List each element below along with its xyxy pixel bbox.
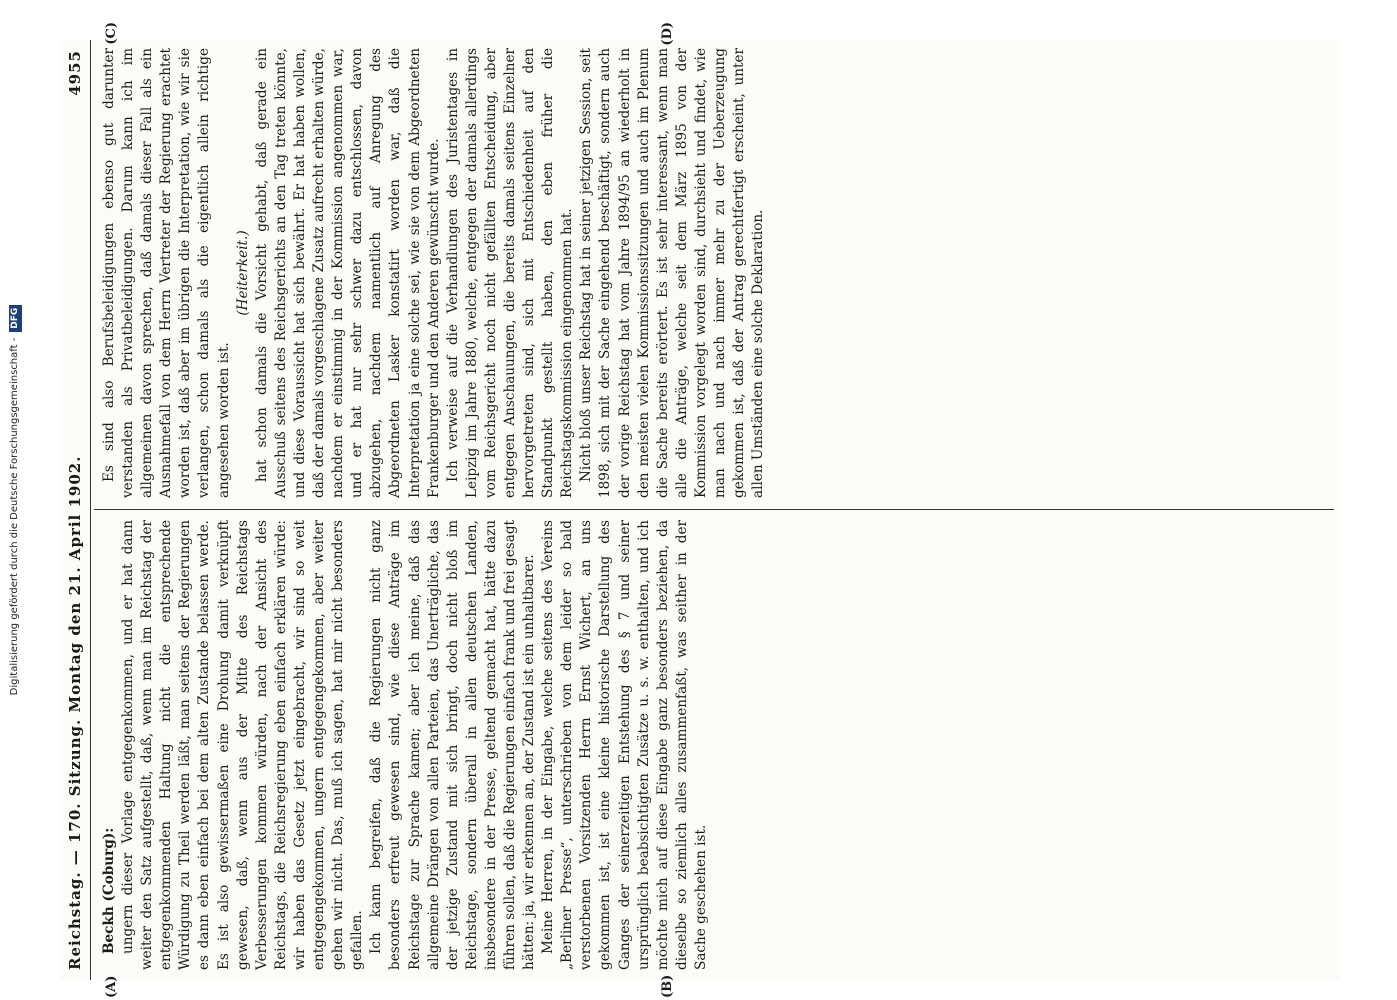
paragraph: ungern dieser Vorlage entgegenkommen, und er hat dann weiter den Satz aufgestellt, daß, wenn man im Reichstag der entgegenkommenden Haltung nicht die entsprechende Würdigung zu Theil werden läßt, man seitens der Regierungen es dann eben einfach bei dem alten Zustande belassen werde. Es ist also gewissermaßen eine Drohung damit verknüpft gewesen, daß, wenn aus der Mitte des Reichstags Verbesserungen kommen würden, nach der Ansicht des Reichstags, die Reichsregierung eben einfach erklären würde: wir haben das Gesetz jetzt eingebracht, wir sind so weit entgegengekommen, ungern entgegengekommen, aber weiter gehen wir nicht. Das, muß ich sagen, hat mir nicht besonders gefallen.: [120, 520, 366, 970]
paragraph: hat schon damals die Vorsicht gehabt, daß gerade ein Ausschuß seitens des Reichsgerichts an den Tag treten könnte, und diese Voraussicht hat sich bewährt. Er hat haben wollen, daß der damals vorgeschlagene Zusatz aufrecht erhalten würde, nachdem er einstimmig in der Kommission angenommen war, und er hat nur sehr schwer dazu entschlossen, davon abzugehen, nachdem namentlich auf Anregung des Abgeordneten Lasker konstatirt worden war, daß die Interpretation ja eine solche sei, wie sie von dem Abgeordneten Frankenburger und den Anderen gewünscht wurde.: [253, 48, 442, 498]
header-rule: [90, 40, 91, 980]
dfg-logo: DFG: [9, 305, 22, 332]
credit-text: Digitalisierung gefördert durch die Deutsche Forschungsgemeinschaft -: [9, 337, 20, 696]
paragraph: Nicht bloß unser Reichstag hat in seiner jetzigen Session, seit 1898, sich mit der Sache eingehend beschäftigt, sondern auch der vorige Reichstag hat vom Jahre 1894/95 an wiederholt in den meisten vielen Kommissionssitzungen und auch im Plenum die Sache bereits erörtert. Es ist sehr interessant, wenn man alle die Anträge, welche seit dem März 1895 von der Kommission vorgelegt worden sind, durchsieht und findet, wie man nach und nach immer mehr zu der Ueberzeugung gekommen ist, daß der Antrag gerechtfertigt erscheint, unter allen Umständen eine solche Deklaration.: [578, 48, 767, 498]
column-divider: [94, 509, 1334, 510]
margin-marker-c: (C): [104, 22, 119, 45]
left-column: [100, 520, 1332, 970]
paragraph: Es sind also Berufsbeleidigungen ebenso gut darunter verstanden als Privatbeleidigungen. Darum kann ich im allgemeinen davon sprechen, daß damals dieser Fall als ein Ausnahmefall von dem Herrn Vertreter der Regierung erachtet worden ist, daß aber im übrigen die Interpretation, wie wir sie verlangen, schon damals als die eigentlich allein richtige angesehen worden ist.: [101, 48, 232, 498]
running-header: [66, 40, 92, 980]
scanned-page: [60, 22, 1340, 998]
margin-marker-a: (A): [104, 975, 119, 998]
paragraph: Ich kann begreifen, daß die Regierungen nicht ganz besonders erfreut gewesen sind, wie diese Anträge im Reichstage zur Sprache kamen; aber ich meine, daß das allgemeine Drängen von allen Parteien, das Unerträgliche, das der jetzige Zustand mit sich bringt, doch nicht bloß im Reichstage, sondern überall in allen deutschen Landen, insbesondere in der Presse, geltend gemacht hat, hätte dazu führen sollen, daß die Regierungen einfach frank und frei gesagt hätten: ja, wir erkennen an, der Zustand ist ein unhaltbarer.: [368, 520, 538, 970]
paragraph: Ich verweise auf die Verhandlungen des Juristentages in Leipzig im Jahre 1880, welche, entgegen der damals allerdings vom Reichsgericht noch nicht gefällten Entscheidung, aber entgegen Anschauungen, die bereits damals seitens Einzelner hervorgetreten sind, sich mit Entschiedenheit auf den Standpunkt gestellt haben, den eben früher die Reichstagskommission eingenommen hat.: [444, 48, 576, 498]
interjection: (Heiterkeit.): [234, 230, 251, 316]
margin-marker-b: (B): [660, 974, 675, 998]
page-number: 4955: [66, 50, 84, 96]
paragraph: Meine Herren, in der Eingabe, welche seitens des Vereins „Berliner Presse“, unterschrieben von dem leider so bald verstorbenen Vorsitzenden Herrn Ernst Wichert, an uns gekommen ist, ist eine kleine historische Darstellung des Ganges der seinerzeitigen Entstehung des § 7 und seiner ursprünglich beabsichtigten Zusätze u. s. w. enthalten, und ich möchte mich auf diese Eingabe ganz besonders beziehen, da dieselbe so ziemlich alles zusammenfaßt, was seither in der Sache geschehen ist.: [540, 520, 709, 970]
rotated-page-content: [60, 22, 1340, 998]
speaker-name: Beckh (Coburg):: [101, 827, 117, 954]
digitization-credit: [6, 0, 24, 1000]
header-title: Reichstag. — 170. Sitzung. Montag den 21. April 1902.: [66, 455, 84, 970]
right-column: [100, 48, 1332, 498]
margin-marker-d: (D): [660, 22, 675, 46]
